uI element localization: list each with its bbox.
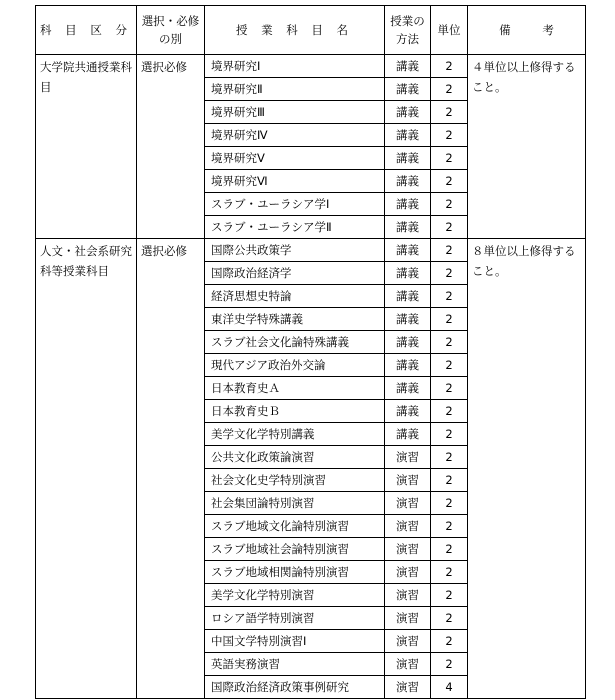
subject-name-cell: スラブ地域相関論特別演習 bbox=[205, 561, 385, 584]
units-cell: 2 bbox=[431, 630, 468, 653]
subject-name-cell: 境界研究Ⅵ bbox=[205, 170, 385, 193]
units-cell: 2 bbox=[431, 446, 468, 469]
method-cell: 演習 bbox=[385, 538, 431, 561]
units-cell: 2 bbox=[431, 193, 468, 216]
units-cell: 2 bbox=[431, 285, 468, 308]
method-cell: 講義 bbox=[385, 147, 431, 170]
units-cell: 2 bbox=[431, 147, 468, 170]
subject-name-cell: 境界研究Ⅳ bbox=[205, 124, 385, 147]
method-cell: 講義 bbox=[385, 170, 431, 193]
subject-name-cell: 美学文化学特別講義 bbox=[205, 423, 385, 446]
subject-name-cell: 国際公共政策学 bbox=[205, 239, 385, 262]
units-cell: 2 bbox=[431, 538, 468, 561]
subject-name-cell: 日本教育史Ａ bbox=[205, 377, 385, 400]
subject-name-cell: 英語実務演習 bbox=[205, 653, 385, 676]
subject-name-cell: 境界研究Ⅱ bbox=[205, 78, 385, 101]
table-row bbox=[36, 239, 586, 262]
subject-name-cell: 美学文化学特別演習 bbox=[205, 584, 385, 607]
units-cell: 2 bbox=[431, 216, 468, 239]
units-cell: 2 bbox=[431, 239, 468, 262]
method-cell: 演習 bbox=[385, 515, 431, 538]
note-cell: ８単位以上修得すること。 bbox=[468, 239, 586, 699]
method-cell: 講義 bbox=[385, 193, 431, 216]
units-cell: 2 bbox=[431, 584, 468, 607]
units-cell: 2 bbox=[431, 124, 468, 147]
subject-name-cell: 中国文学特別演習Ⅰ bbox=[205, 630, 385, 653]
table-row bbox=[36, 55, 586, 78]
units-cell: 2 bbox=[431, 308, 468, 331]
note-cell: ４単位以上修得すること。 bbox=[468, 55, 586, 239]
units-cell: 2 bbox=[431, 561, 468, 584]
units-cell: 2 bbox=[431, 262, 468, 285]
method-cell: 演習 bbox=[385, 469, 431, 492]
method-cell: 講義 bbox=[385, 216, 431, 239]
subject-name-cell: 日本教育史Ｂ bbox=[205, 400, 385, 423]
units-cell: 2 bbox=[431, 331, 468, 354]
method-cell: 講義 bbox=[385, 331, 431, 354]
subject-name-cell: 境界研究Ⅰ bbox=[205, 55, 385, 78]
units-cell: 2 bbox=[431, 607, 468, 630]
method-cell: 講義 bbox=[385, 78, 431, 101]
subject-name-cell: ロシア語学特別演習 bbox=[205, 607, 385, 630]
units-cell: 2 bbox=[431, 469, 468, 492]
units-cell: 2 bbox=[431, 101, 468, 124]
header-units: 単位 bbox=[431, 6, 468, 55]
units-cell: 2 bbox=[431, 400, 468, 423]
method-cell: 講義 bbox=[385, 354, 431, 377]
table-body bbox=[36, 55, 586, 699]
method-cell: 演習 bbox=[385, 584, 431, 607]
selection-cell: 選択必修 bbox=[137, 55, 205, 239]
units-cell: 2 bbox=[431, 78, 468, 101]
subject-name-cell: 現代アジア政治外交論 bbox=[205, 354, 385, 377]
subject-name-cell: 社会集団論特別演習 bbox=[205, 492, 385, 515]
method-cell: 講義 bbox=[385, 308, 431, 331]
method-cell: 演習 bbox=[385, 561, 431, 584]
method-cell: 講義 bbox=[385, 101, 431, 124]
course-table-container bbox=[35, 5, 586, 699]
subject-name-cell: 境界研究Ⅴ bbox=[205, 147, 385, 170]
header-row bbox=[36, 6, 586, 55]
subject-name-cell: スラブ・ユーラシア学Ⅱ bbox=[205, 216, 385, 239]
units-cell: 2 bbox=[431, 354, 468, 377]
subject-name-cell: スラブ地域社会論特別演習 bbox=[205, 538, 385, 561]
method-cell: 演習 bbox=[385, 446, 431, 469]
method-cell: 講義 bbox=[385, 377, 431, 400]
method-cell: 演習 bbox=[385, 607, 431, 630]
method-cell: 講義 bbox=[385, 55, 431, 78]
header-selection: 選択・必修の別 bbox=[137, 6, 205, 55]
units-cell: 4 bbox=[431, 676, 468, 699]
method-cell: 演習 bbox=[385, 653, 431, 676]
method-cell: 講義 bbox=[385, 423, 431, 446]
selection-cell: 選択必修 bbox=[137, 239, 205, 699]
subject-name-cell: スラブ地域文化論特別演習 bbox=[205, 515, 385, 538]
header-note: 備 考 bbox=[468, 6, 586, 55]
units-cell: 2 bbox=[431, 515, 468, 538]
subject-name-cell: 東洋史学特殊講義 bbox=[205, 308, 385, 331]
subject-name-cell: スラブ社会文化論特殊講義 bbox=[205, 331, 385, 354]
method-cell: 講義 bbox=[385, 262, 431, 285]
subject-name-cell: 国際政治経済政策事例研究 bbox=[205, 676, 385, 699]
header-category: 科 目 区 分 bbox=[36, 6, 137, 55]
units-cell: 2 bbox=[431, 170, 468, 193]
units-cell: 2 bbox=[431, 55, 468, 78]
subject-name-cell: 境界研究Ⅲ bbox=[205, 101, 385, 124]
header-subject: 授 業 科 目 名 bbox=[205, 6, 385, 55]
category-cell: 大学院共通授業科目 bbox=[36, 55, 137, 239]
method-cell: 講義 bbox=[385, 239, 431, 262]
subject-name-cell: 社会文化史学特別演習 bbox=[205, 469, 385, 492]
method-cell: 講義 bbox=[385, 285, 431, 308]
method-cell: 演習 bbox=[385, 630, 431, 653]
method-cell: 演習 bbox=[385, 492, 431, 515]
units-cell: 2 bbox=[431, 377, 468, 400]
units-cell: 2 bbox=[431, 492, 468, 515]
category-cell: 人文・社会系研究科等授業科目 bbox=[36, 239, 137, 699]
method-cell: 講義 bbox=[385, 400, 431, 423]
header-method: 授業の方法 bbox=[385, 6, 431, 55]
subject-name-cell: 国際政治経済学 bbox=[205, 262, 385, 285]
method-cell: 演習 bbox=[385, 676, 431, 699]
subject-name-cell: 公共文化政策論演習 bbox=[205, 446, 385, 469]
method-cell: 講義 bbox=[385, 124, 431, 147]
subject-name-cell: 経済思想史特論 bbox=[205, 285, 385, 308]
subject-name-cell: スラブ・ユーラシア学Ⅰ bbox=[205, 193, 385, 216]
course-table bbox=[35, 5, 586, 699]
units-cell: 2 bbox=[431, 653, 468, 676]
units-cell: 2 bbox=[431, 423, 468, 446]
